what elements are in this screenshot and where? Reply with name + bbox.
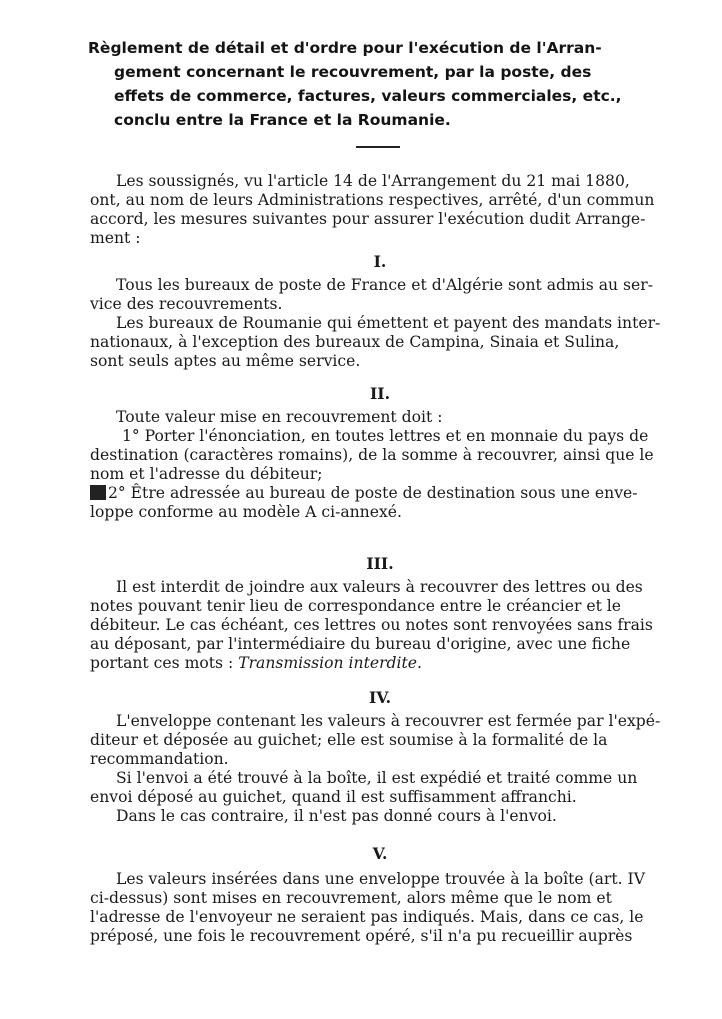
- section-ii-body: [90, 408, 670, 522]
- text-line: envoi déposé au guichet, quand il est suffisamment affranchi.: [90, 788, 577, 806]
- text-line: notes pouvant tenir lieu de correspondance entre le créancier et le: [90, 597, 622, 615]
- text-line: nationaux, à l'exception des bureaux de Campina, Sinaia et Sulina,: [90, 333, 620, 351]
- text-line: débiteur. Le cas échéant, ces lettres ou notes sont renvoyées sans frais: [90, 616, 653, 634]
- text-line: L'enveloppe contenant les valeurs à recouvrer est fermée par l'expé-: [116, 712, 661, 730]
- section-i-body: [90, 276, 670, 371]
- title-line: effets de commerce, factures, valeurs commerciales, etc.,: [114, 87, 622, 105]
- text-line: ci-dessus) sont mises en recouvrement, alors même que le nom et: [90, 889, 612, 907]
- document-title: [88, 36, 670, 132]
- text-line: Dans le cas contraire, il n'est pas donné cours à l'envoi.: [116, 807, 557, 825]
- ink-blot-mark: [90, 485, 106, 500]
- text-line: sont seuls aptes au même service.: [90, 352, 361, 370]
- section-heading-i: I.: [373, 252, 387, 271]
- text-line: préposé, une fois le recouvrement opéré, s'il n'a pu recueillir auprès: [90, 927, 633, 945]
- text-line: l'adresse de l'envoyeur ne seraient pas indiqués. Mais, dans ce cas, le: [90, 908, 644, 926]
- text-line: 2° Être adressée au bureau de poste de destination sous une enve-: [108, 484, 638, 502]
- text-line: accord, les mesures suivantes pour assurer l'exécution dudit Arrange-: [90, 210, 646, 228]
- text-line: 1° Porter l'énonciation, en toutes lettres et en monnaie du pays de: [122, 427, 649, 445]
- text-line: vice des recouvrements.: [90, 295, 283, 313]
- preamble: [90, 172, 670, 248]
- text-line: au déposant, par l'intermédiaire du bureau d'origine, avec une fiche: [90, 635, 631, 653]
- text-line: destination (caractères romains), de la somme à recouvrer, ainsi que le: [90, 446, 654, 464]
- text-line-with-mark: [90, 484, 670, 503]
- section-iii-body: [90, 578, 670, 673]
- title-line: Règlement de détail et d'ordre pour l'exécution de l'Arran-: [88, 39, 602, 57]
- text-line: recommandation.: [90, 750, 229, 768]
- text-line: Il est interdit de joindre aux valeurs à recouvrer des lettres ou des: [116, 578, 643, 596]
- title-line: conclu entre la France et la Roumanie.: [114, 111, 451, 129]
- section-heading-iv: IV.: [368, 688, 392, 707]
- section-heading-iii: III.: [366, 554, 394, 573]
- text-line: ont, au nom de leurs Administrations respectives, arrêté, d'un commun: [90, 191, 655, 209]
- section-iv-body: [90, 712, 670, 826]
- italic-phrase: Transmission interdite.: [238, 654, 422, 672]
- text-line: Les soussignés, vu l'article 14 de l'Arrangement du 21 mai 1880,: [116, 172, 630, 190]
- text-fragment: portant ces mots :: [90, 654, 239, 672]
- text-line: diteur et déposée au guichet; elle est soumise à la formalité de la: [90, 731, 608, 749]
- text-line: Tous les bureaux de poste de France et d'Algérie sont admis au ser-: [116, 276, 653, 294]
- section-v-body: [90, 870, 670, 946]
- text-line: Si l'envoi a été trouvé à la boîte, il est expédié et traité comme un: [116, 769, 638, 787]
- section-heading-ii: II.: [369, 384, 391, 403]
- text-line: nom et l'adresse du débiteur;: [90, 465, 323, 483]
- section-heading-v: V.: [372, 844, 388, 863]
- text-line: loppe conforme au modèle A ci-annexé.: [90, 503, 402, 521]
- text-line: Toute valeur mise en recouvrement doit :: [116, 408, 443, 426]
- text-line: Les valeurs insérées dans une enveloppe trouvée à la boîte (art. IV: [116, 870, 645, 888]
- text-line: Les bureaux de Roumanie qui émettent et payent des mandats inter-: [116, 314, 661, 332]
- text-line: ment :: [90, 229, 141, 247]
- title-rule: [356, 146, 400, 148]
- text-line: [90, 654, 670, 673]
- title-line: gement concernant le recouvrement, par la poste, des: [114, 63, 592, 81]
